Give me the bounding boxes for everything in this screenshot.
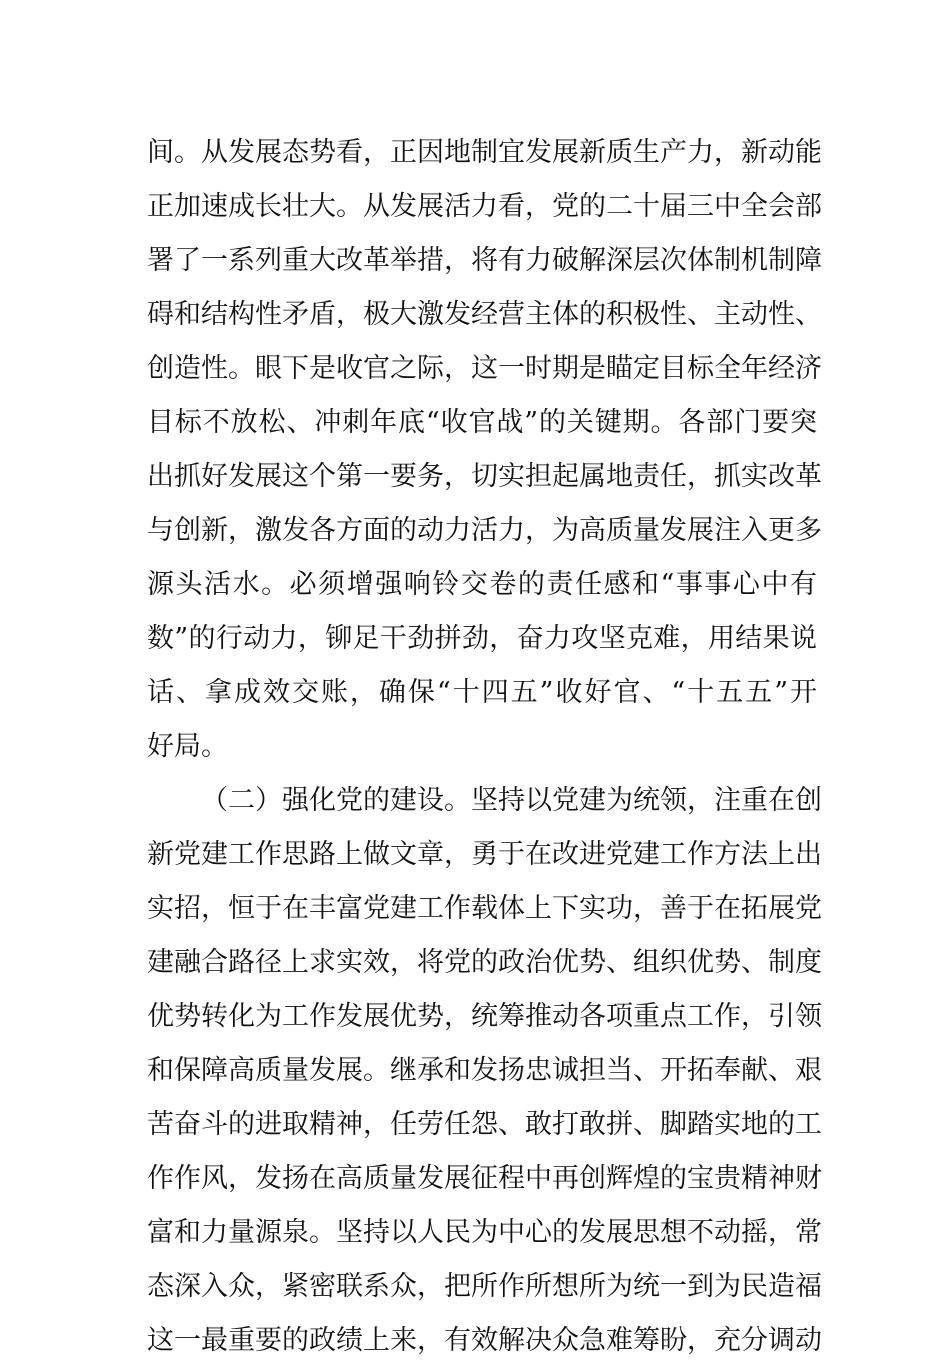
section-heading-line: （二）强化党的建设。坚持以党建为统领，注重在创 bbox=[201, 785, 822, 816]
paragraph-line: 出抓好发展这个第一要务，切实担起属地责任，抓实改革 bbox=[147, 461, 822, 492]
paragraph-line: 话、拿成效交账，确保“十四五”收好官、“十五五”开 bbox=[147, 677, 817, 708]
document-body bbox=[147, 126, 822, 1368]
paragraph-line: 好局。 bbox=[147, 731, 228, 762]
paragraph-line: 这一最重要的政绩上来，有效解决众急难筹盼，充分调动 bbox=[147, 1325, 822, 1356]
paragraph-2 bbox=[147, 774, 822, 1368]
paragraph-line: 优势转化为工作发展优势，统筹推动各项重点工作，引领 bbox=[147, 1001, 822, 1032]
paragraph-line: 富和力量源泉。坚持以人民为中心的发展思想不动摇，常 bbox=[147, 1217, 822, 1248]
paragraph-line: 建融合路径上求实效，将党的政治优势、组织优势、制度 bbox=[147, 947, 822, 978]
paragraph-line: 源头活水。必须增强响铃交卷的责任感和“事事心中有 bbox=[147, 569, 817, 600]
paragraph-line: 目标不放松、冲刺年底“收官战”的关键期。各部门要突 bbox=[147, 407, 817, 438]
paragraph-line: 署了一系列重大改革举措，将有力破解深层次体制机制障 bbox=[147, 245, 822, 276]
paragraph-line: 数”的行动力，铆足干劲拼劲，奋力攻坚克难，用结果说 bbox=[147, 623, 817, 654]
paragraph-line: 态深入众，紧密联系众，把所作所想所为统一到为民造福 bbox=[147, 1271, 822, 1302]
paragraph-line: 间。从发展态势看，正因地制宜发展新质生产力，新动能 bbox=[147, 137, 822, 168]
paragraph-line: 创造性。眼下是收官之际，这一时期是瞄定目标全年经济 bbox=[147, 353, 822, 384]
paragraph-line: 作作风，发扬在高质量发展征程中再创辉煌的宝贵精神财 bbox=[147, 1163, 822, 1194]
paragraph-line: 正加速成长壮大。从发展活力看，党的二十届三中全会部 bbox=[147, 191, 822, 222]
paragraph-line: 苦奋斗的进取精神，任劳任怨、敢打敢拼、脚踏实地的工 bbox=[147, 1109, 822, 1140]
paragraph-line: 新党建工作思路上做文章，勇于在改进党建工作方法上出 bbox=[147, 839, 822, 870]
paragraph-line: 与创新，激发各方面的动力活力，为高质量发展注入更多 bbox=[147, 515, 822, 546]
paragraph-line: 实招，恒于在丰富党建工作载体上下实功，善于在拓展党 bbox=[147, 893, 822, 924]
paragraph-line: 和保障高质量发展。继承和发扬忠诚担当、开拓奉献、艰 bbox=[147, 1055, 822, 1086]
paragraph-line: 碍和结构性矛盾，极大激发经营主体的积极性、主动性、 bbox=[147, 299, 822, 330]
paragraph-1 bbox=[147, 126, 822, 774]
